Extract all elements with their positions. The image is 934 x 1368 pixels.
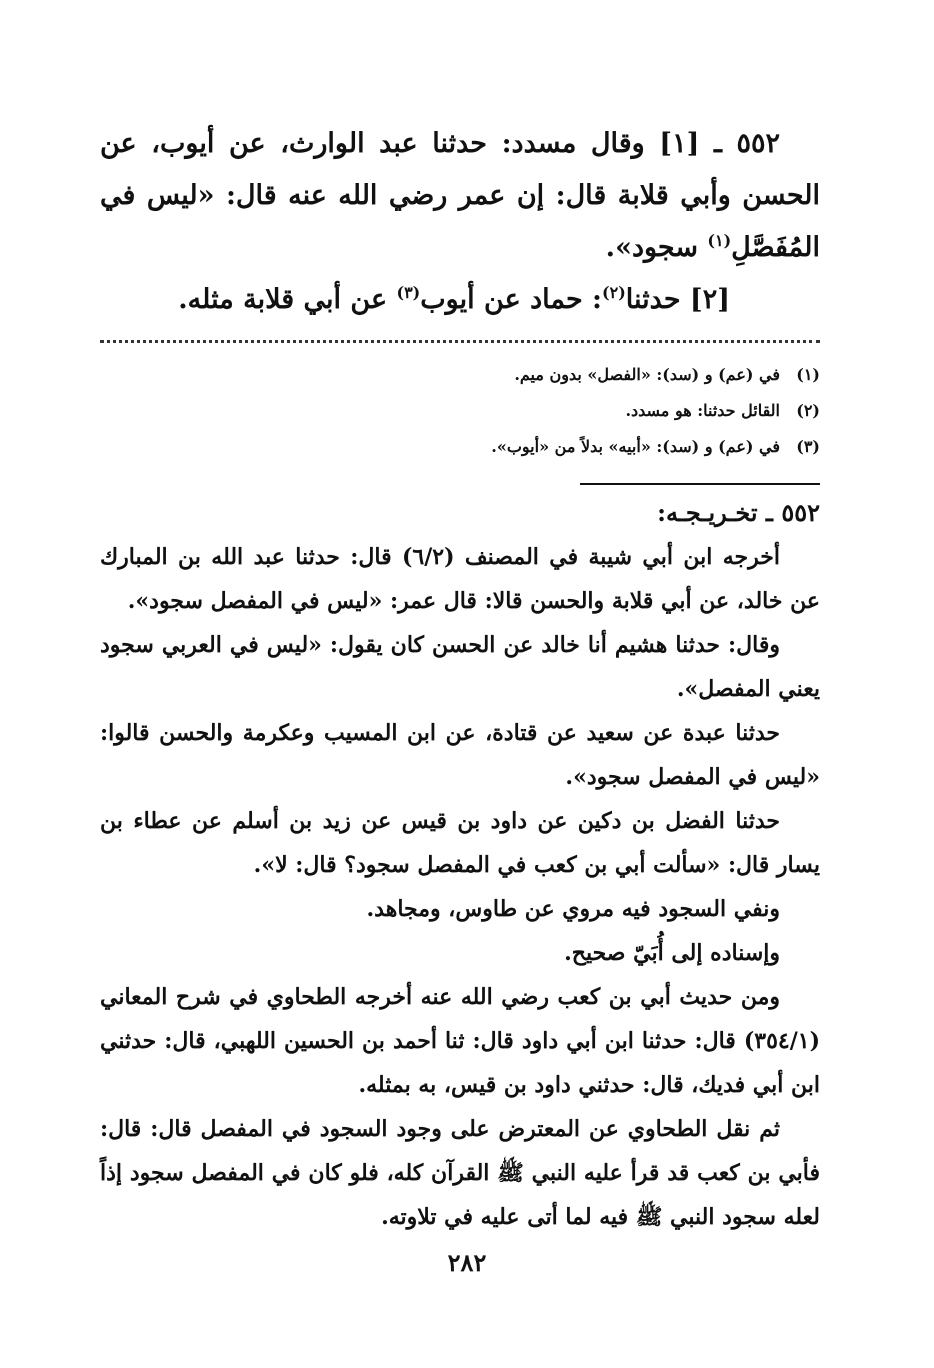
hadith-paragraph-1	[100, 118, 820, 274]
hadith-paragraph-2	[100, 274, 820, 326]
takhrij-section	[100, 491, 820, 1239]
hadith-text-1-end: سجود».	[605, 232, 698, 263]
hadith-text-2-mid: : حماد عن أيوب	[420, 284, 603, 315]
footnote-number: (٣)	[796, 437, 820, 456]
takhrij-paragraph: حدثنا الفضل بن دكين عن داود بن قيس عن زيد بن أسلم عن عطاء بن يسار قال: «سألت أبي بن كعب في المفصل سجود؟ قال: لا».	[100, 808, 820, 878]
footnote-text: في (عم) و (سد): «أبيه» بدلاً من «أيوب».	[491, 437, 780, 456]
takhrij-paragraph: ومن حديث أبي بن كعب رضي الله عنه أخرجه الطحاوي في شرح المعاني (٣٥٤/١) قال: حدثنا ابن أبي داود قال: ثنا أحمد بن الحسين اللهبي، قال: حدثني ابن أبي فديك، قال: حدثني داود بن قيس، به بمثله.	[100, 984, 820, 1098]
footnote-number: (١)	[796, 365, 820, 384]
main-text	[100, 118, 820, 326]
footnote-2	[100, 393, 820, 429]
footnote-3	[100, 429, 820, 465]
takhrij-paragraph: أخرجه ابن أبي شيبة في المصنف (٦/٢) قال: حدثنا عبد الله بن المبارك عن خالد، عن أبي قلابة والحسن قالا: قال عمر: «ليس في المفصل سجود».	[100, 544, 820, 614]
footnote-text: القائل حدثنا: هو مسدد.	[625, 401, 780, 420]
footnote-separator	[100, 340, 820, 343]
page-body	[100, 118, 820, 1239]
footnote-ref-2: (٢)	[602, 283, 626, 302]
hadith-text-2-start: [٢] حدثنا	[625, 284, 730, 315]
footnote-ref-1: (١)	[707, 231, 732, 250]
footnote-ref-3: (٣)	[396, 283, 421, 302]
takhrij-separator	[580, 483, 820, 485]
takhrij-paragraph: حدثنا عبدة عن سعيد عن قتادة، عن ابن المسيب وعكرمة والحسن قالوا: «ليس في المفصل سجود».	[100, 720, 820, 790]
hadith-text-1: ٥٥٢ ـ [١] وقال مسدد: حدثنا عبد الوارث، عن أيوب، عن الحسن وأبي قلابة قال: إن عمر رضي الله عنه قال: «ليس في المُفَصَّلِ	[100, 128, 820, 263]
footnote-number: (٢)	[796, 401, 820, 420]
takhrij-paragraph: ثم نقل الطحاوي عن المعترض على وجود السجود في المفصل قال: قال: فأبي بن كعب قد قرأ عليه النبي ﷺ القرآن كله، فلو كان في المفصل سجود إذاً لعله سجود النبي ﷺ فيه لما أتى عليه في تلاوته.	[100, 1116, 820, 1230]
takhrij-paragraph: ونفي السجود فيه مروي عن طاوس، ومجاهد.	[366, 896, 780, 922]
footnotes	[100, 357, 820, 465]
takhrij-paragraph: وقال: حدثنا هشيم أنا خالد عن الحسن كان يقول: «ليس في العربي سجود يعني المفصل».	[100, 632, 820, 702]
footnote-text: في (عم) و (سد): «الفصل» بدون ميم.	[514, 365, 780, 384]
takhrij-heading: ٥٥٢ ـ تخـريـجـه:	[657, 498, 820, 527]
hadith-text-2-end: عن أبي قلابة مثله.	[178, 284, 388, 315]
takhrij-paragraph: وإسناده إلى أُبَيّ صحيح.	[564, 940, 780, 966]
footnote-1	[100, 357, 820, 393]
page-number: ٢٨٢	[447, 1248, 487, 1277]
